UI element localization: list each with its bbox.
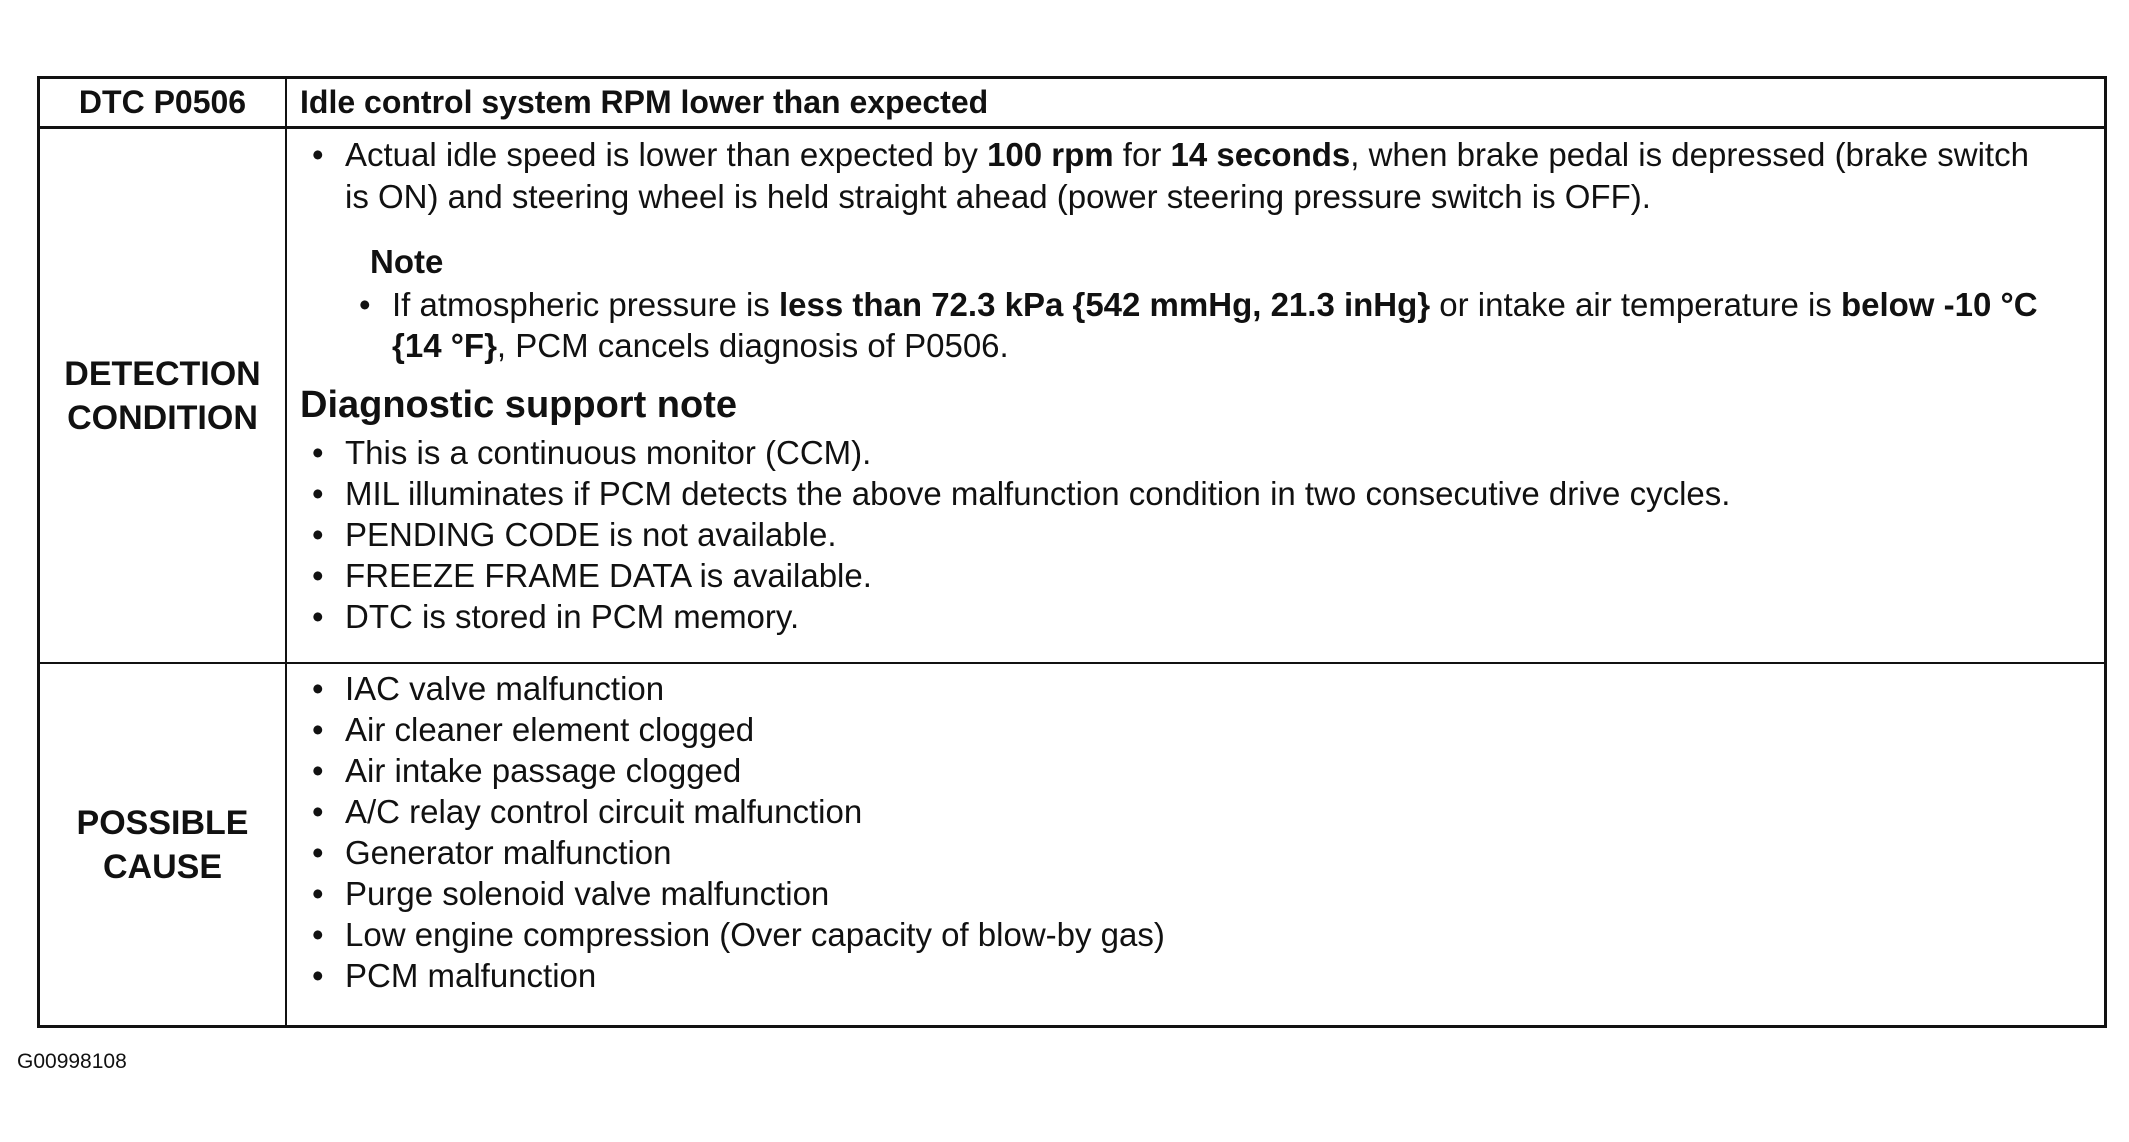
possible-cause-content [287,664,2104,1025]
cause-item: • Low engine compression (Over capacity of blow-by gas) [300,914,2044,955]
cause-item: • A/C relay control circuit malfunction [300,791,2044,832]
detection-condition-content [287,129,2104,664]
note-item [347,284,2044,366]
condition-text-1: Actual idle speed is lower than expected by [345,136,988,173]
condition-rpm: 100 rpm [987,136,1114,173]
note-text-1: If atmospheric pressure is [392,286,779,323]
support-list [300,432,2044,637]
note-title: Note [370,243,444,280]
cause-label-line1: POSSIBLE [76,803,249,842]
detection-label-line1: DETECTION [64,354,261,393]
possible-cause-label [40,664,287,1025]
cause-item: • Air cleaner element clogged [300,709,2044,750]
note-temperature: below -10 °C {14 °F} [392,286,2038,364]
condition-text-3: , when brake pedal is depressed (brake switch is ON) and steering wheel is held straight ahead (power steering pressure switch is OFF). [345,136,2029,215]
cause-list [300,668,2044,996]
detection-condition-label [40,129,287,664]
cause-item: • Air intake passage clogged [300,750,2044,791]
support-item: • This is a continuous monitor (CCM). [300,432,2044,473]
note-list [347,284,2044,366]
condition-duration: 14 seconds [1170,136,1351,173]
support-item: • FREEZE FRAME DATA is available. [300,555,2044,596]
support-item: • MIL illuminates if PCM detects the above malfunction condition in two consecutive drive cycles. [300,473,2044,514]
detection-label-line2: CONDITION [67,398,258,437]
cause-item: • Generator malfunction [300,832,2044,873]
cause-item: • PCM malfunction [300,955,2044,996]
support-item: • DTC is stored in PCM memory. [300,596,2044,637]
note-text-3: , PCM cancels diagnosis of P0506. [496,327,1009,364]
cause-item: • IAC valve malfunction [300,668,2044,709]
note-text-2: or intake air temperature is [1430,286,1841,323]
note-pressure: less than 72.3 kPa {542 mmHg, 21.3 inHg} [778,286,1431,323]
dtc-code: DTC P0506 [40,79,287,129]
dtc-title: Idle control system RPM lower than expected [287,79,2104,129]
cause-item: • Purge solenoid valve malfunction [300,873,2044,914]
figure-id: G00998108 [17,1050,127,1073]
condition-text-2: for [1113,136,1171,173]
cause-label-line2: CAUSE [102,847,223,886]
dtc-table [37,76,2107,1028]
support-heading: Diagnostic support note [300,384,737,426]
support-item: • PENDING CODE is not available. [300,514,2044,555]
condition-list [300,134,2044,218]
condition-item [300,134,2044,218]
